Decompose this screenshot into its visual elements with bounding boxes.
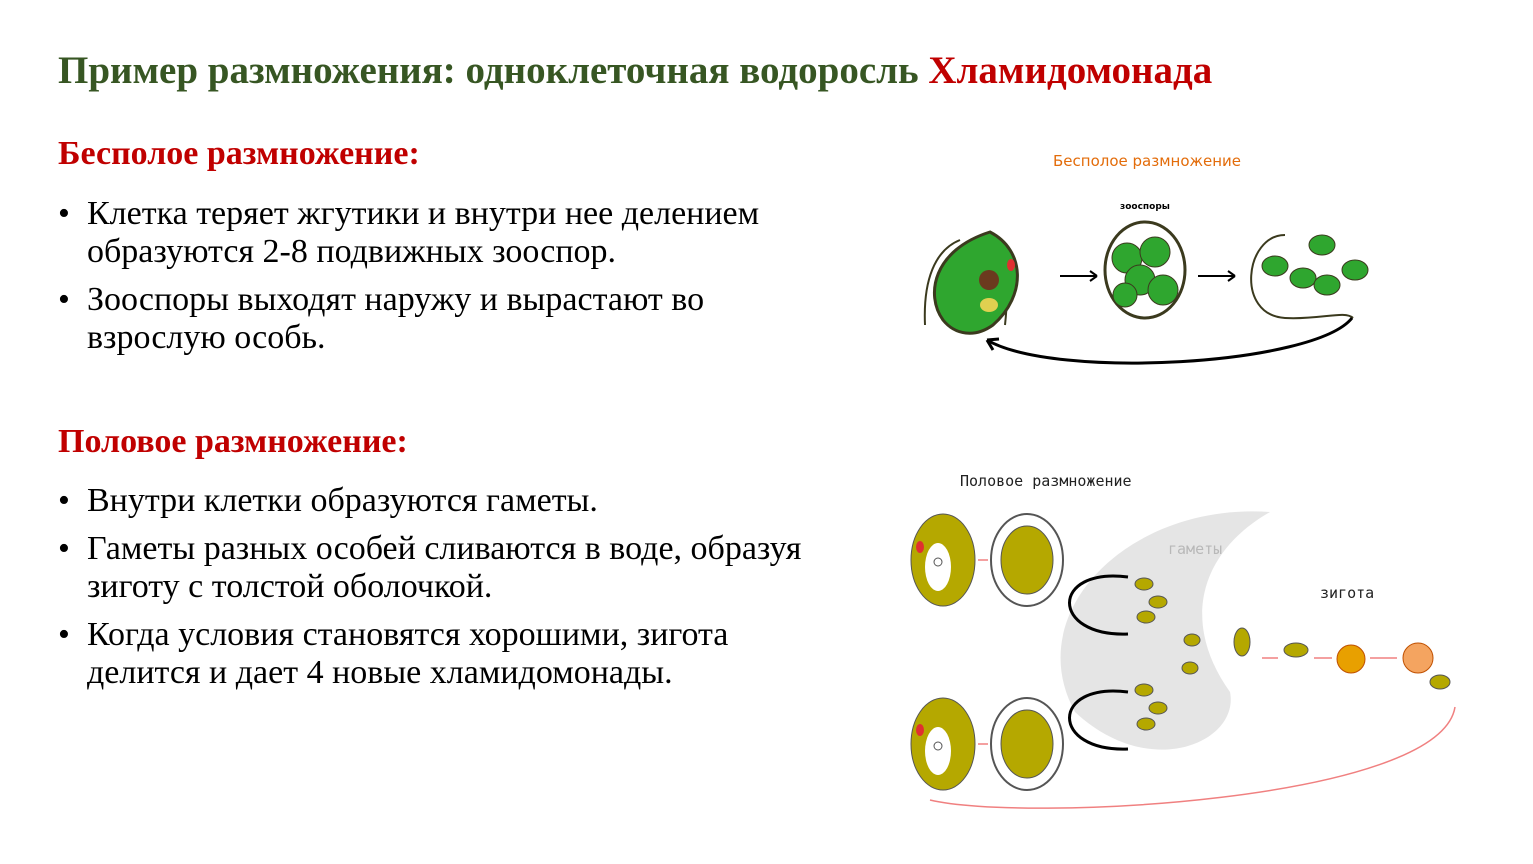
parent-cell-1-icon [911, 514, 975, 606]
zoospore-cell-icon [1105, 222, 1185, 318]
new-cells-icon [1430, 675, 1450, 689]
asexual-heading: Бесполое размножение: [58, 135, 420, 172]
title-main: Пример размножения: одноклеточная водоросль [58, 49, 919, 92]
sexual-diagram-title: Половое размножение [960, 472, 1132, 490]
released-zoospores-icon [1251, 235, 1368, 318]
gamete-cell-2-icon [991, 698, 1063, 790]
asexual-diagram [915, 140, 1375, 380]
bullet-item: • Когда условия становятся хорошими, зигота делится и дает 4 новые хламидомонады. [58, 616, 848, 692]
bullet-item: • Гаметы разных особей сливаются в воде, образуя зиготу с толстой оболочкой. [58, 530, 848, 606]
bullet-item: • Внутри клетки образуются гаметы. [58, 482, 848, 520]
mother-cell-icon [925, 232, 1018, 333]
title-accent: Хламидомонада [928, 49, 1213, 92]
asexual-bullets [58, 195, 848, 367]
zygote-icon [1337, 645, 1365, 673]
page-title [58, 48, 1212, 93]
parent-cell-2-icon [911, 698, 975, 790]
sexual-bullets [58, 482, 848, 702]
zygote-label: зигота [1320, 584, 1375, 602]
asexual-diagram-title: Бесполое размножение [1053, 152, 1242, 170]
zoospores-label: зооспоры [1120, 202, 1170, 212]
sexual-diagram [900, 462, 1490, 822]
bullet-item: • Клетка теряет жгутики и внутри нее делением образуются 2-8 подвижных зооспор. [58, 195, 848, 271]
bullet-item: • Зооспоры выходят наружу и вырастают во взрослую особь. [58, 281, 848, 357]
fusing-gametes-icon [1234, 628, 1250, 656]
sexual-heading: Половое размножение: [58, 423, 408, 460]
fused-pair-icon [1284, 643, 1308, 657]
gamete-cell-1-icon [991, 514, 1063, 606]
mature-zygote-icon [1403, 643, 1433, 673]
